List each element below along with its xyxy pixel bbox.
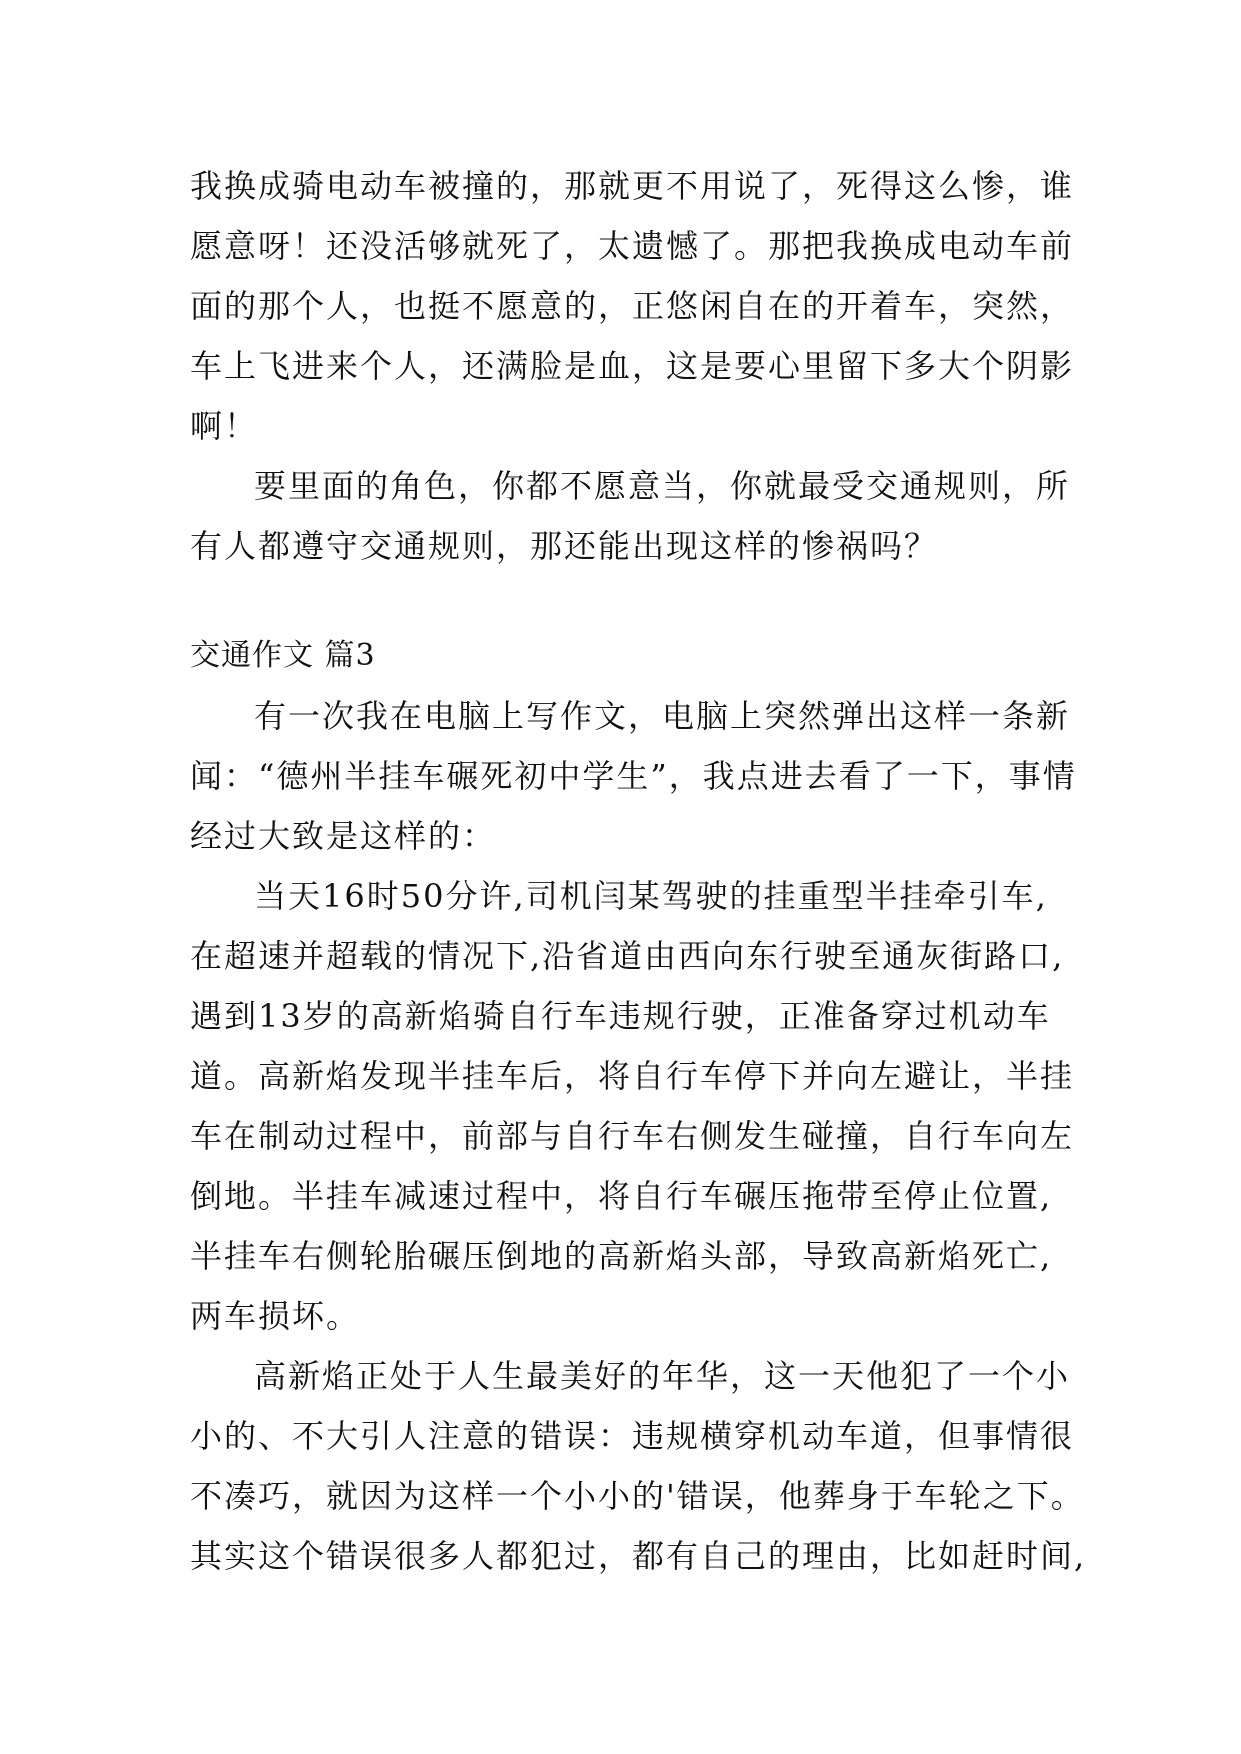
text-line: 啊！: [190, 407, 259, 445]
text-line: 经过大致是这样的：: [190, 817, 497, 855]
text-line: 闻：“德州半挂车碾死初中学生”，我点进去看了一下，事情: [190, 757, 1077, 795]
text-line: 当天16时50分许,司机闫某驾驶的挂重型半挂牵引车,: [254, 877, 1048, 915]
text-line: 有人都遵守交通规则，那还能出现这样的惨祸吗？: [190, 527, 939, 565]
text-line: 小的、不大引人注意的错误：违规横穿机动车道，但事情很: [190, 1417, 1075, 1455]
text-line: 面的那个人，也挺不愿意的，正悠闲自在的开着车，突然，: [190, 287, 1075, 325]
text-line: 在超速并超载的情况下,沿省道由西向东行驶至通灰街路口,: [190, 937, 1065, 975]
text-line: 不凑巧，就因为这样一个小小的'错误，他葬身于车轮之下。: [190, 1477, 1085, 1515]
section-heading: 交通作文 篇3: [190, 638, 376, 673]
text-line: 高新焰正处于人生最美好的年华，这一天他犯了一个小: [254, 1357, 1071, 1395]
text-line: 两车损坏。: [190, 1297, 361, 1335]
text-line: 车在制动过程中，前部与自行车右侧发生碰撞，自行车向左: [190, 1117, 1075, 1155]
text-line: 愿意呀！还没活够就死了，太遗憾了。那把我换成电动车前: [190, 227, 1075, 265]
text-line: 有一次我在电脑上写作文，电脑上突然弹出这样一条新: [254, 697, 1071, 735]
text-line: 倒地。半挂车减速过程中，将自行车碾压拖带至停止位置,: [190, 1177, 1053, 1215]
text-line: 我换成骑电动车被撞的，那就更不用说了，死得这么惨，谁: [190, 167, 1075, 205]
text-line: 车上飞进来个人，还满脸是血，这是要心里留下多大个阴影: [190, 347, 1075, 385]
text-line: 要里面的角色，你都不愿意当，你就最受交通规则，所: [254, 467, 1071, 505]
text-line: 半挂车右侧轮胎碾压倒地的高新焰头部，导致高新焰死亡,: [190, 1237, 1053, 1275]
text-line: 遇到13岁的高新焰骑自行车违规行驶，正准备穿过机动车: [190, 997, 1051, 1035]
text-line: 其实这个错误很多人都犯过，都有自己的理由，比如赶时间,: [190, 1537, 1087, 1575]
text-line: 道。高新焰发现半挂车后，将自行车停下并向左避让，半挂: [190, 1057, 1075, 1095]
